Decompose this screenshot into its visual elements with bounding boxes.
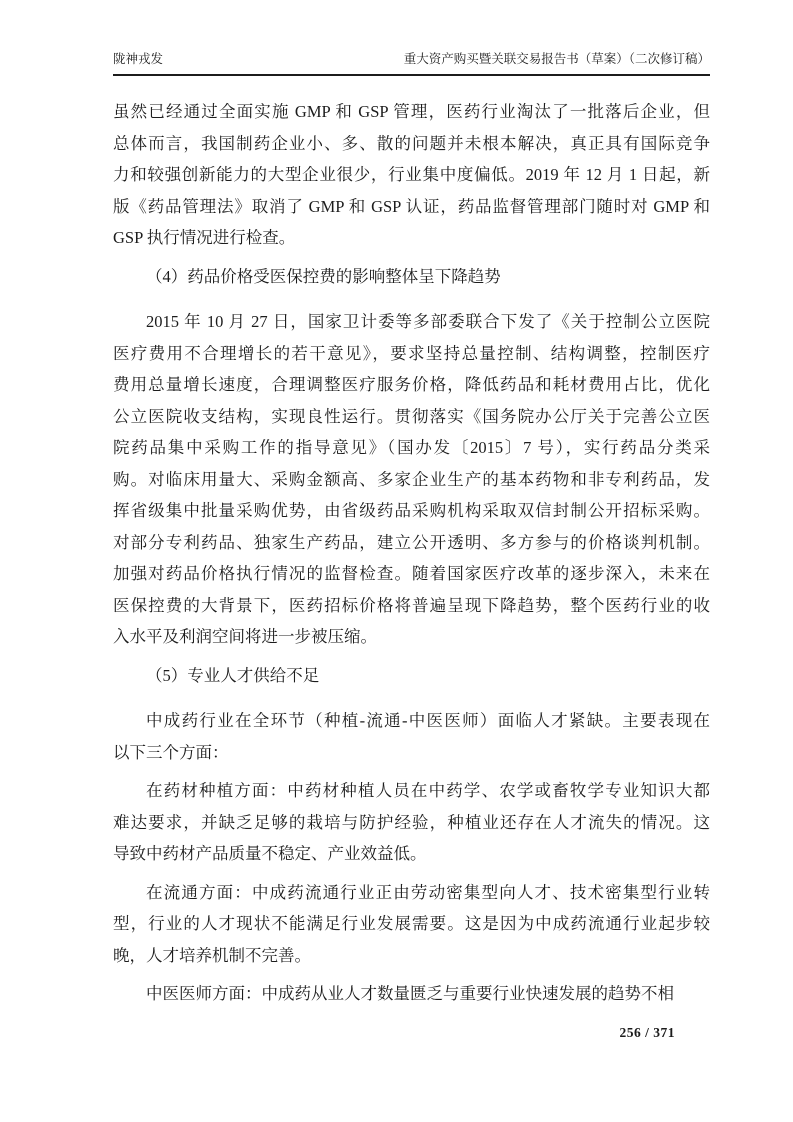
text-line: 中医医师方面：中成药从业人才数量匮乏与重要行业快速发展的趋势不相	[146, 984, 674, 1003]
text-line: 晚，人才培养机制不完善。	[113, 945, 311, 965]
text-line: 购。对临床用量大、采购金额高、多家企业生产的基本药物和非专利药品，发	[113, 469, 710, 489]
text-line: 在流通方面：中成药流通行业正由劳动密集型向人才、技术密集型行业转	[146, 882, 710, 902]
page-number: 256 / 371	[619, 1025, 675, 1040]
header-left-title: 陇神戎发	[113, 52, 164, 66]
text-line: 型，行业的人才现状不能满足行业发展需要。这是因为中成药流通行业起步较	[113, 914, 710, 933]
text-line: 版《药品管理法》取消了 GMP 和 GSP 认证，药品监督管理部门随时对 GMP 和	[113, 196, 710, 216]
text-line: 医疗费用不合理增长的若干意见》，要求坚持总量控制、结构调整，控制医疗	[113, 343, 710, 363]
document-body	[113, 96, 710, 1017]
text-line: 中成药行业在全环节（种植-流通-中医医师）面临人才紧缺。主要表现在	[146, 711, 710, 730]
text-line: 难达要求，并缺乏足够的栽培与防护经验，种植业还存在人才流失的情况。这	[113, 812, 710, 832]
text-line: 以下三个方面：	[113, 742, 229, 762]
text-line: 对部分专利药品、独家生产药品，建立公开透明、多方参与的价格谈判机制。	[113, 532, 710, 552]
paragraph-tcm-doctors	[113, 978, 710, 1010]
text-line: 挥省级集中批量采购优势，由省级药品采购机构采取双信封制公开招标采购。	[113, 501, 710, 520]
heading-drug-price-trend: （4）药品价格受医保控费的影响整体呈下降趋势	[146, 266, 501, 286]
text-line: 总体而言，我国制药企业小、多、散的问题并未根本解决，真正具有国际竞争	[113, 133, 710, 153]
page-header	[113, 51, 710, 76]
paragraph-circulation	[113, 877, 710, 972]
paragraph-gmp-gsp	[113, 96, 710, 254]
text-line: 公立医院收支结构，实现良性运行。贯彻落实《国务院办公厅关于完善公立医	[113, 406, 710, 426]
paragraph-talent-overview	[113, 705, 710, 768]
text-line: 医保控费的大背景下，医药招标价格将普遍呈现下降趋势，整个医药行业的收	[113, 595, 710, 615]
text-line: 在药材种植方面：中药材种植人员在中药学、农学或畜牧学专业知识大都	[146, 781, 710, 800]
text-line: 费用总量增长速度，合理调整医疗服务价格，降低药品和耗材费用占比，优化	[113, 375, 710, 394]
text-line: 虽然已经通过全面实施 GMP 和 GSP 管理，医药行业淘汰了一批落后企业，但	[113, 102, 710, 121]
paragraph-herb-planting	[113, 775, 710, 870]
paragraph-2015-policy	[113, 306, 710, 653]
text-line: GSP 执行情况进行检查。	[113, 228, 296, 247]
header-right-title: 重大资产购买暨关联交易报告书（草案）（二次修订稿）	[403, 52, 710, 66]
text-line: 加强对药品价格执行情况的监督检查。随着国家医疗改革的逐步深入，未来在	[113, 564, 710, 583]
text-line: 力和较强创新能力的大型企业很少，行业集中度偏低。2019 年 12 月 1 日起，新	[113, 165, 710, 184]
text-line: 入水平及利润空间将进一步被压缩。	[113, 627, 377, 646]
text-line: 2015 年 10 月 27 日，国家卫计委等多部委联合下发了《关于控制公立医院	[146, 312, 710, 331]
text-line: 院药品集中采购工作的指导意见》（国办发〔2015〕7 号），实行药品分类采	[113, 438, 710, 457]
text-line: 导致中药材产品质量不稳定、产业效益低。	[113, 844, 427, 863]
heading-talent-shortage: （5）专业人才供给不足	[146, 665, 320, 685]
